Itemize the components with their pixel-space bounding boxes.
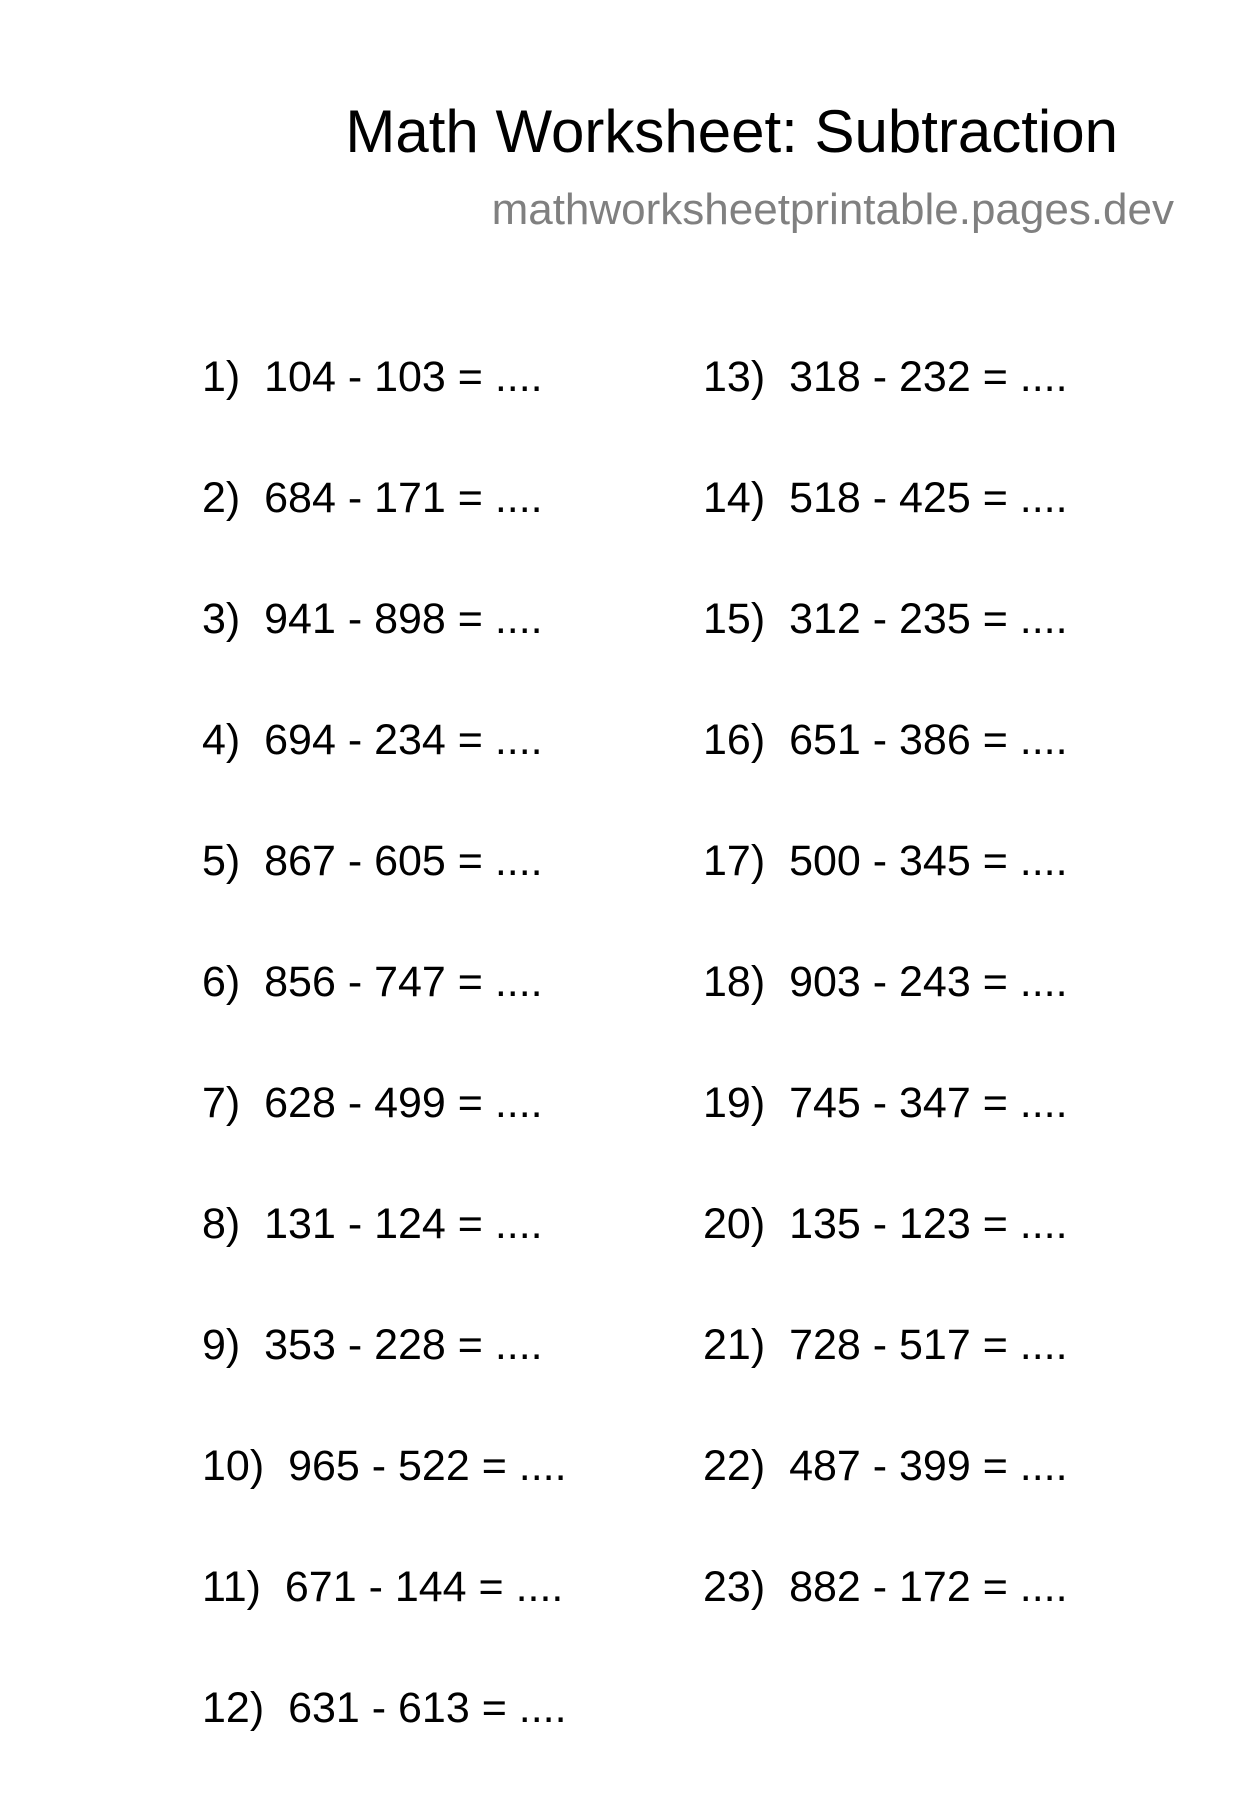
problem-number: 21) — [703, 1321, 766, 1369]
problem-expression: 318 - 232 = .... — [789, 353, 1068, 401]
problem-number: 13) — [703, 353, 766, 401]
problem-item — [202, 351, 567, 472]
problem-expression: 631 - 613 = .... — [288, 1684, 567, 1732]
problem-item — [703, 351, 1068, 472]
problem-item — [202, 472, 567, 593]
problem-expression: 882 - 172 = .... — [789, 1563, 1068, 1611]
problem-number: 23) — [703, 1563, 766, 1611]
problem-expression: 487 - 399 = .... — [789, 1442, 1068, 1490]
problem-item — [202, 714, 567, 835]
problem-expression: 628 - 499 = .... — [264, 1079, 543, 1127]
problem-number: 18) — [703, 958, 766, 1006]
problem-item — [202, 1319, 567, 1440]
problem-number: 17) — [703, 837, 766, 885]
problem-number: 20) — [703, 1200, 766, 1248]
problem-number: 7) — [202, 1079, 241, 1127]
problem-number: 14) — [703, 474, 766, 522]
problem-item — [202, 1077, 567, 1198]
problem-expression: 965 - 522 = .... — [288, 1442, 567, 1490]
problem-number: 2) — [202, 474, 241, 522]
problem-item — [202, 593, 567, 714]
page-title: Math Worksheet: Subtraction — [345, 98, 1118, 165]
problem-expression: 684 - 171 = .... — [264, 474, 543, 522]
problem-item — [703, 1440, 1068, 1561]
problem-number: 4) — [202, 716, 241, 764]
problem-number: 9) — [202, 1321, 241, 1369]
problem-expression: 104 - 103 = .... — [264, 353, 543, 401]
problem-item — [202, 956, 567, 1077]
problem-expression: 903 - 243 = .... — [789, 958, 1068, 1006]
problem-item — [202, 1440, 567, 1561]
problem-number: 5) — [202, 837, 241, 885]
problem-number: 12) — [202, 1684, 265, 1732]
problem-item — [202, 835, 567, 956]
problem-expression: 135 - 123 = .... — [789, 1200, 1068, 1248]
problem-number: 11) — [202, 1563, 261, 1611]
problem-item — [202, 1198, 567, 1319]
problem-number: 10) — [202, 1442, 265, 1490]
site-url: mathworksheetprintable.pages.dev — [491, 185, 1174, 234]
problem-item — [202, 1561, 567, 1682]
problem-expression: 856 - 747 = .... — [264, 958, 543, 1006]
problem-item — [703, 835, 1068, 956]
problem-item — [703, 593, 1068, 714]
problem-column-right — [703, 351, 1068, 1682]
problem-item — [703, 1561, 1068, 1682]
problem-number: 8) — [202, 1200, 241, 1248]
problem-item — [703, 956, 1068, 1077]
problem-number: 1) — [202, 353, 241, 401]
problem-number: 6) — [202, 958, 241, 1006]
problem-expression: 353 - 228 = .... — [264, 1321, 543, 1369]
problem-item — [703, 1198, 1068, 1319]
problem-number: 15) — [703, 595, 766, 643]
problem-expression: 500 - 345 = .... — [789, 837, 1068, 885]
problem-expression: 671 - 144 = .... — [284, 1563, 564, 1611]
problem-number: 19) — [703, 1079, 766, 1127]
problem-item — [703, 1319, 1068, 1440]
problem-expression: 867 - 605 = .... — [264, 837, 543, 885]
problem-column-left — [202, 351, 567, 1803]
problem-expression: 131 - 124 = .... — [264, 1200, 543, 1248]
problem-expression: 941 - 898 = .... — [264, 595, 543, 643]
problem-number: 16) — [703, 716, 766, 764]
problem-item — [202, 1682, 567, 1803]
problem-item — [703, 714, 1068, 835]
problem-expression: 651 - 386 = .... — [789, 716, 1068, 764]
problem-expression: 728 - 517 = .... — [789, 1321, 1068, 1369]
problem-expression: 694 - 234 = .... — [264, 716, 543, 764]
problem-item — [703, 472, 1068, 593]
problem-expression: 745 - 347 = .... — [789, 1079, 1068, 1127]
problem-expression: 312 - 235 = .... — [789, 595, 1068, 643]
problem-number: 22) — [703, 1442, 766, 1490]
problem-number: 3) — [202, 595, 241, 643]
problem-expression: 518 - 425 = .... — [789, 474, 1068, 522]
problem-item — [703, 1077, 1068, 1198]
